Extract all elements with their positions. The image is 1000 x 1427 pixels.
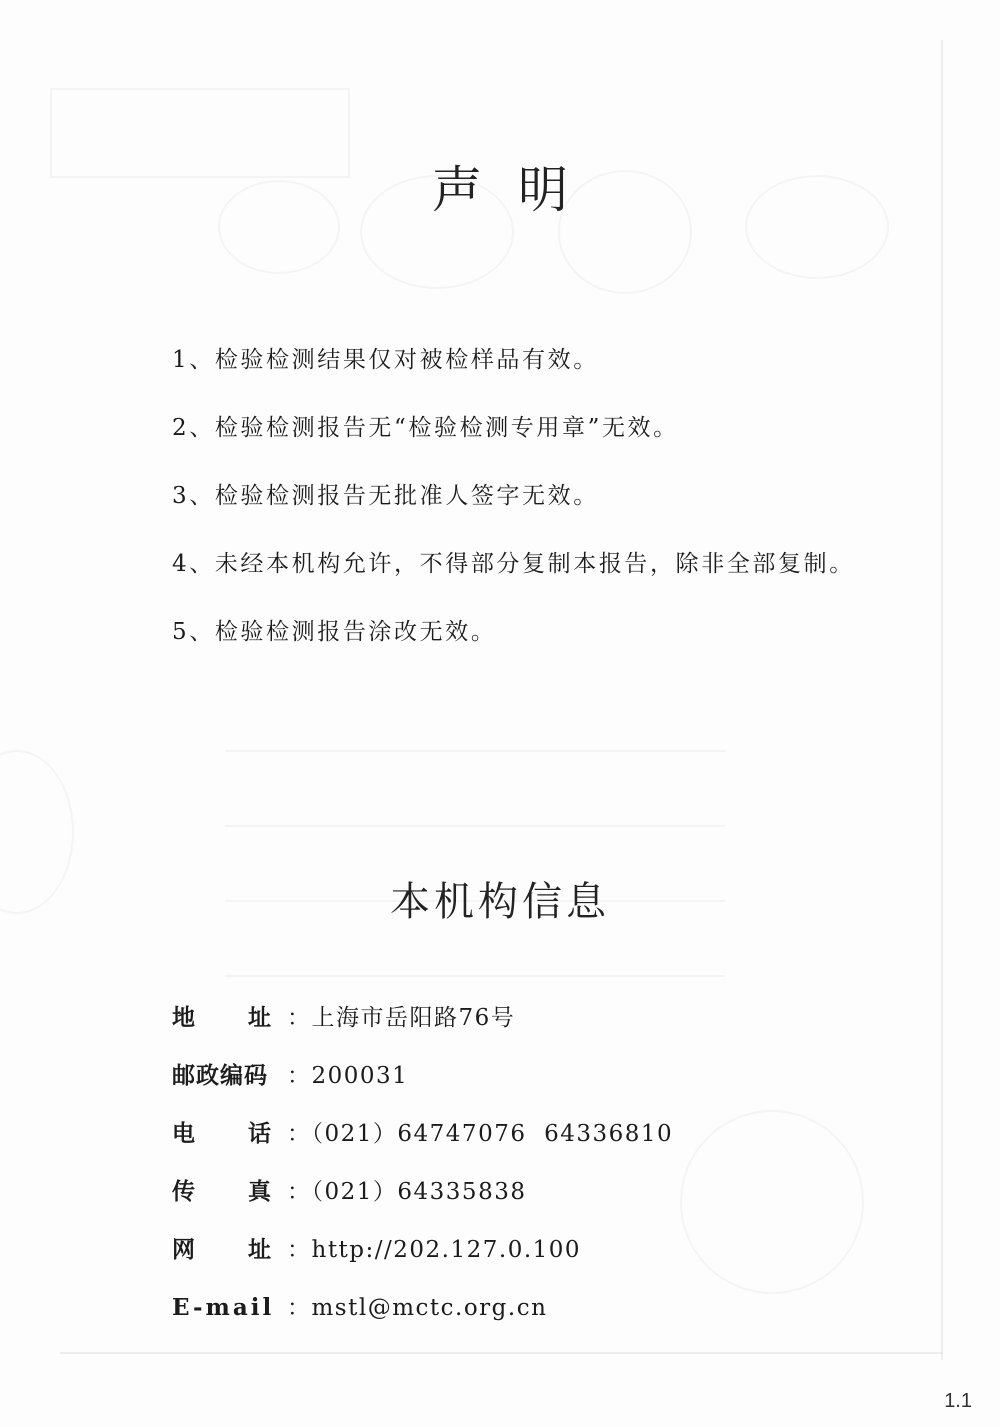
- address-row: [172, 998, 673, 1056]
- fax-value: ：（021）64335838: [287, 1179, 527, 1205]
- scan-edge-line: [60, 1352, 942, 1354]
- email-label: E-mail: [172, 1294, 275, 1321]
- postcode-row: [172, 1056, 673, 1114]
- statement-item: 2、检验检测报告无“检验检测专用章”无效。: [172, 415, 679, 441]
- institution-info: [172, 998, 673, 1346]
- bleed-through-seal: [680, 1110, 864, 1294]
- bleed-through-line: [225, 825, 725, 827]
- website-row: [172, 1230, 673, 1288]
- institution-info-title: 本机构信息: [390, 879, 610, 925]
- fax-label: 传 真: [172, 1178, 272, 1205]
- statement-item: 1、检验检测结果仅对被检样品有效。: [172, 347, 599, 373]
- bleed-through-line: [225, 975, 725, 977]
- bleed-through-line: [225, 750, 725, 752]
- email-value: ：mstl@mctc.org.cn: [287, 1295, 548, 1321]
- page-title: 声明: [432, 161, 604, 219]
- statement-list: [172, 340, 855, 680]
- phone-value: ：（021）64747076 64336810: [287, 1121, 674, 1147]
- fax-row: [172, 1172, 673, 1230]
- email-row: [172, 1288, 673, 1346]
- statement-item: 5、检验检测报告涂改无效。: [172, 619, 497, 645]
- page-number: 1.1: [944, 1390, 972, 1412]
- address-label: 地 址: [172, 1004, 272, 1031]
- postcode-value: ：200031: [287, 1063, 409, 1089]
- statement-item: 4、未经本机构允许，不得部分复制本报告，除非全部复制。: [172, 551, 855, 577]
- phone-label: 电 话: [172, 1120, 272, 1147]
- website-value: ：http://202.127.0.100: [287, 1237, 582, 1263]
- website-label: 网 址: [172, 1236, 272, 1263]
- address-value: ：上海市岳阳路76号: [287, 1005, 516, 1031]
- scan-edge-line: [941, 40, 943, 1360]
- postcode-label: 邮政编码: [172, 1062, 268, 1089]
- phone-row: [172, 1114, 673, 1172]
- statement-item: 3、检验检测报告无批准人签字无效。: [172, 483, 599, 509]
